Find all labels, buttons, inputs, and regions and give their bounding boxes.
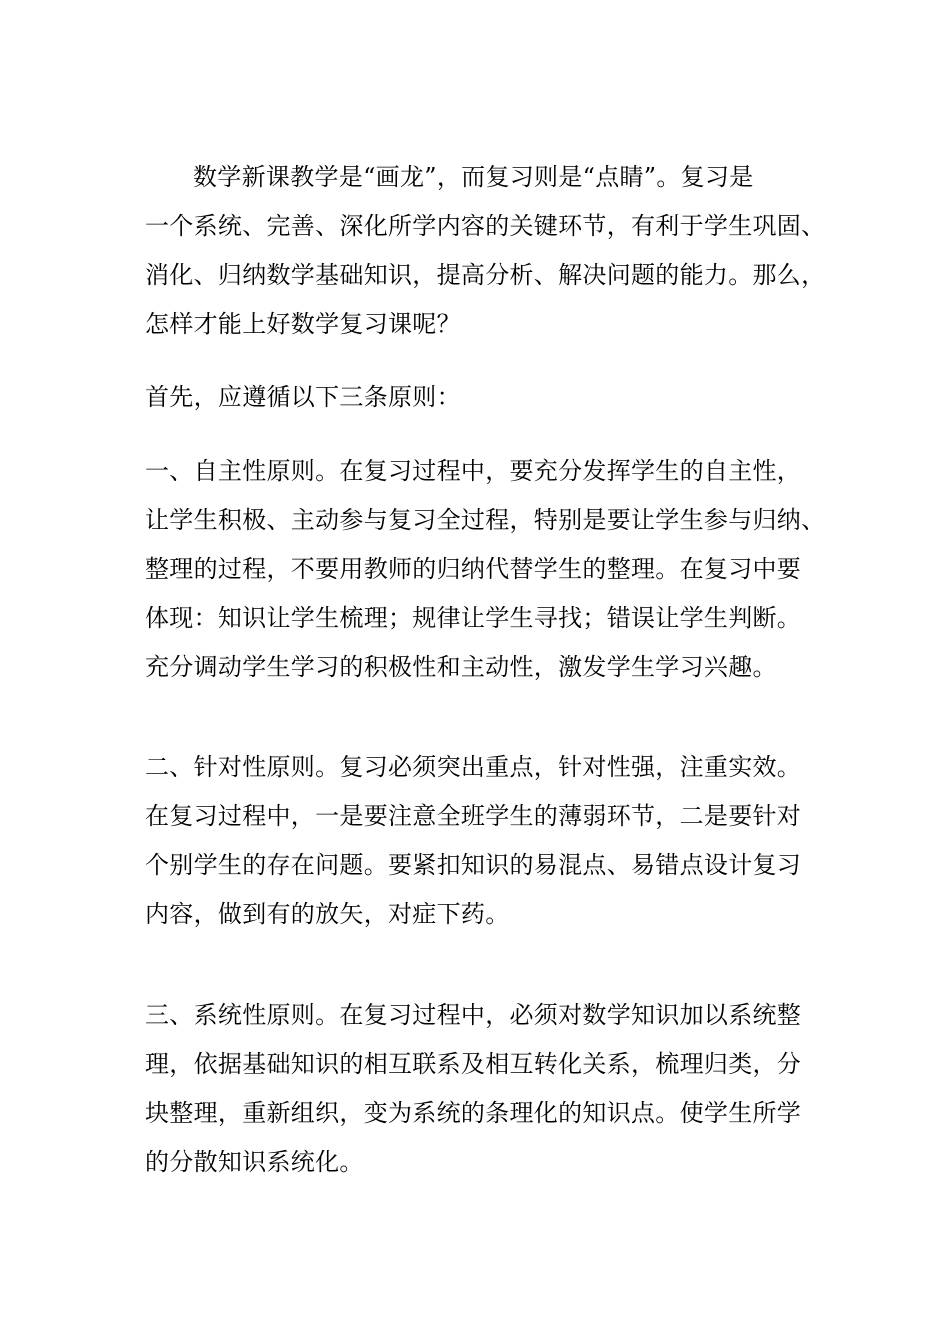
intro-line: 数学新课教学是“画龙”，而复习则是“点睛”。复习是 bbox=[193, 163, 754, 191]
principle-line: 的分散知识系统化。 bbox=[145, 1148, 364, 1176]
principle-line: 让学生积极、主动参与复习全过程，特别是要让学生参与归纳、 bbox=[145, 506, 826, 534]
principle-line: 体现：知识让学生梳理；规律让学生寻找；错误让学生判断。 bbox=[145, 604, 802, 632]
principle-line: 在复习过程中，一是要注意全班学生的薄弱环节，二是要针对 bbox=[145, 802, 802, 830]
intro-line: 消化、归纳数学基础知识，提高分析、解决问题的能力。那么， bbox=[145, 261, 826, 289]
principle-line: 一、自主性原则。在复习过程中，要充分发挥学生的自主性， bbox=[145, 457, 802, 485]
principle-line: 二、针对性原则。复习必须突出重点，针对性强，注重实效。 bbox=[145, 753, 802, 781]
lead-sentence: 首先，应遵循以下三条原则： bbox=[145, 383, 461, 411]
intro-line: 一个系统、完善、深化所学内容的关键环节，有利于学生巩固、 bbox=[145, 212, 826, 240]
principle-line: 整理的过程，不要用教师的归纳代替学生的整理。在复习中要 bbox=[145, 555, 802, 583]
principle-line: 个别学生的存在问题。要紧扣知识的易混点、易错点设计复习 bbox=[145, 851, 802, 879]
intro-line: 怎样才能上好数学复习课呢？ bbox=[145, 310, 461, 338]
principle-line: 块整理，重新组织，变为系统的条理化的知识点。使学生所学 bbox=[145, 1099, 802, 1127]
principle-line: 内容，做到有的放矢，对症下药。 bbox=[145, 900, 510, 928]
principle-line: 三、系统性原则。在复习过程中，必须对数学知识加以系统整 bbox=[145, 1001, 802, 1029]
principle-line: 理，依据基础知识的相互联系及相互转化关系，梳理归类，分 bbox=[145, 1050, 802, 1078]
principle-line: 充分调动学生学习的积极性和主动性，激发学生学习兴趣。 bbox=[145, 653, 777, 681]
